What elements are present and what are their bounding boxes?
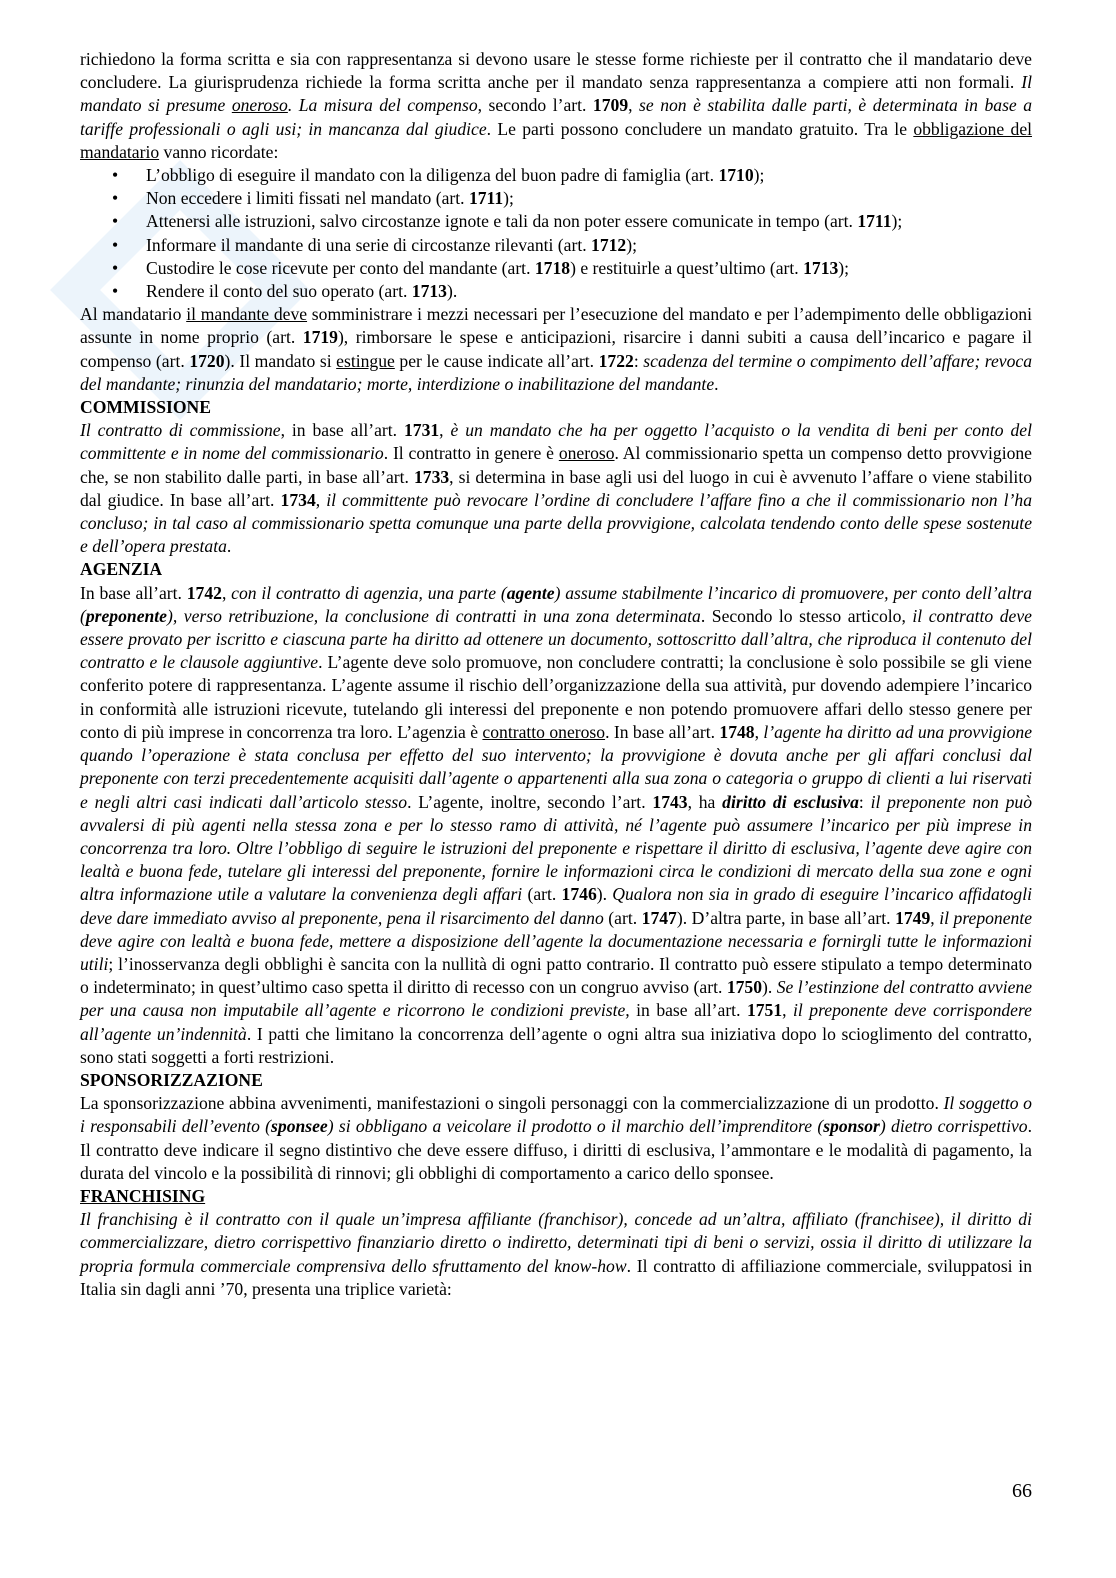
paragraph-mandato: richiedono la forma scritta e sia con rappresentanza si devono usare le stesse forme richieste per il contratto che il mandatario deve concludere. La giurisprudenza richiede la forma scritta anche per il mandato senza rappresentanza a compiere atti non formali. Il mandato si presume oneroso. La misura del compenso, secondo l’art. 1709, se non è stabilita dalle parti, è determinata in base a tariffe professionali o agli usi; in mancanza dal giudice. Le parti possono concludere un mandato gratuito. Tra le obbligazione del mandatario vanno ricordate: <box>80 49 1033 162</box>
paragraph-mandante: Al mandatario il mandante deve somministrare i mezzi necessari per l’esecuzione del mandato e per l’adempimento delle obbligazioni assunte in nome proprio (art. 1719), rimborsare le spese e anticipazioni, risarcire i danni subiti a causa dell’incarico e pagare il compenso (art. 1720). Il mandato si estingue per le cause indicate all’art. 1722: scadenza del termine o compimento dell’affare; revoca del mandante; rinunzia del mandatario; morte, interdizione o inabilitazione del mandante. <box>80 304 1033 394</box>
section-heading-sponsorizzazione: SPONSORIZZAZIONE <box>80 1069 263 1090</box>
section-heading-commissione: COMMISSIONE <box>80 397 211 418</box>
bullet-icon: • <box>112 211 119 232</box>
page-number: 66 <box>1012 1480 1032 1502</box>
paragraph-agenzia: In base all’art. 1742, con il contratto di agenzia, una parte (agente) assume stabilmente l’incarico di promuovere, per conto dell’altra (preponente), verso retribuzione, la conclusione di contratti in una zona determinata. Secondo lo stesso articolo, il contratto deve essere provato per iscritto e ciascuna parte ha diritto ad ottenere un documento, sottoscritto dall’altra, che riproduca il contenuto del contratto e le clausole aggiuntive. L’agente deve solo promuove, non concludere contratti; la conclusione è solo possibile se gli viene conferito potere di rappresentanza. L’agente assume il rischio dell’organizzazione della sua attività, pur dovendo adempiere l’incarico in conformità alle istruzioni ricevute, tutelando gli interessi del preponente e non potendo promuovere affari dello stesso genere per conto di più imprese in concorrenza tra loro. L’agenzia è contratto oneroso. In base all’art. 1748, l’agente ha diritto ad una provvigione quando l’operazione è stata conclusa per effetto del suo intervento; la provvigione è dovuta anche per gli affari conclusi dal preponente con terzi precedentemente acquisiti dall’agente o appartenenti alla sua zona o categoria o gruppo di clienti a lui riservati e negli altri casi indicati dall’articolo stesso. L’agente, inoltre, secondo l’art. 1743, ha diritto di esclusiva: il preponente non può avvalersi di più agenti nella stessa zona e per lo stesso ramo di attività, né l’agente può assumere l’incarico per più imprese in concorrenza tra loro. Oltre l’obbligo di seguire le istruzioni del preponente e rispettare il diritto di esclusiva, l’agente deve agire con lealtà e buona fede, tutelare gli interessi del preponente, fornire le informazioni circa le condizioni di mercato della sua zone e ogni altra informazione utile a valutare la convenienza degli affari (art. 1746). Qualora non sia in grado di eseguire l’incarico affidatogli deve dare immediato avviso al preponente, pena il risarcimento del danno (art. 1747). D’altra parte, in base all’art. 1749, il preponente deve agire con lealtà e buona fede, mettere a disposizione dell’agente la documentazione necessaria e fornirgli tutte le informazioni utili; l’inosservanza degli obblighi è sancita con la nullità di ogni patto contrario. Il contratto può essere stipulato a tempo determinato o indeterminato; in quest’ultimo caso spetta il diritto di recesso con un congruo avviso (art. 1750). Se l’estinzione del contratto avviene per una causa non imputabile all’agente e ricorrono le condizioni previste, in base all’art. 1751, il preponente deve corrispondere all’agente un’indennità. I patti che limitano la concorrenza dell’agente o ogni altra sua iniziativa dopo lo scioglimento del contratto, sono stati soggetti a forti restrizioni. <box>80 582 1033 1067</box>
paragraph-franchising: Il franchising è il contratto con il quale un’impresa affiliante (franchisor), concede ad un’altra, affiliato (franchisee), il diritto di commercializzare, dietro corrispettivo finanziario diretto o indiretto, determinati tipi di beni o servizi, ossia il diritto di utilizzare la propria formula commerciale comprensiva dello sfruttamento del know-how. Il contratto di affiliazione commerciale, sviluppatosi in Italia sin dagli anni ’70, presenta una triplice varietà: <box>80 1209 1032 1299</box>
list-item: • L’obbligo di eseguire il mandato con la diligenza del buon padre di famiglia (art. 1710); <box>80 164 1032 187</box>
section-heading-agenzia: AGENZIA <box>80 559 163 580</box>
bullet-icon: • <box>112 165 119 186</box>
paragraph-commissione: Il contratto di commissione, in base all’art. 1731, è un mandato che ha per oggetto l’acquisto o la vendita di beni per conto del committente e in nome del commissionario. Il contratto in genere è oneroso. Al commissionario spetta un compenso detto provvigione che, se non stabilito dalle parti, in base all’art. 1733, si determina in base agli usi del luogo in cui è avvenuto l’affare o viene stabilito dal giudice. In base all’art. 1734, il committente può revocare l’ordine di concludere l’affare fino a che il commissionario non l’ha concluso; in tal caso al commissionario spetta comunque una parte della provvigione, calcolata tendendo conto delle spese sostenute e dell’opera prestata. <box>80 420 1033 557</box>
bullet-icon: • <box>112 257 119 278</box>
list-item: • Attenersi alle istruzioni, salvo circostanze ignote e tali da non poter essere comunicate in tempo (art. 1711); <box>80 210 1032 233</box>
text-column <box>80 48 1032 1301</box>
section-heading-franchising: FRANCHISING <box>80 1185 206 1206</box>
bullet-icon: • <box>112 281 119 302</box>
paragraph-sponsorizzazione: La sponsorizzazione abbina avvenimenti, manifestazioni o singoli personaggi con la commercializzazione di un prodotto. Il soggetto o i responsabili dell’evento (sponsee) si obbligano a veicolare il prodotto o il marchio dell’imprenditore (sponsor) dietro corrispettivo. Il contratto deve indicare il segno distintivo che deve essere diffuso, i diritti di esclusiva, l’ammontare e le modalità di pagamento, la durata del vincolo e la possibilità di rinnovi; gli obblighi di comportamento a carico dello sponsee. <box>80 1093 1032 1183</box>
bullet-icon: • <box>112 188 119 209</box>
bullet-icon: • <box>112 234 119 255</box>
list-item: • Informare il mandante di una serie di circostanze rilevanti (art. 1712); <box>80 234 1032 257</box>
list-item: • Non eccedere i limiti fissati nel mandato (art. 1711); <box>80 187 1032 210</box>
list-item: • Custodire le cose ricevute per conto del mandante (art. 1718) e restituirle a quest’ultimo (art. 1713); <box>80 257 1032 280</box>
obligations-list <box>80 164 1032 303</box>
list-item: • Rendere il conto del suo operato (art. 1713). <box>80 280 1032 303</box>
